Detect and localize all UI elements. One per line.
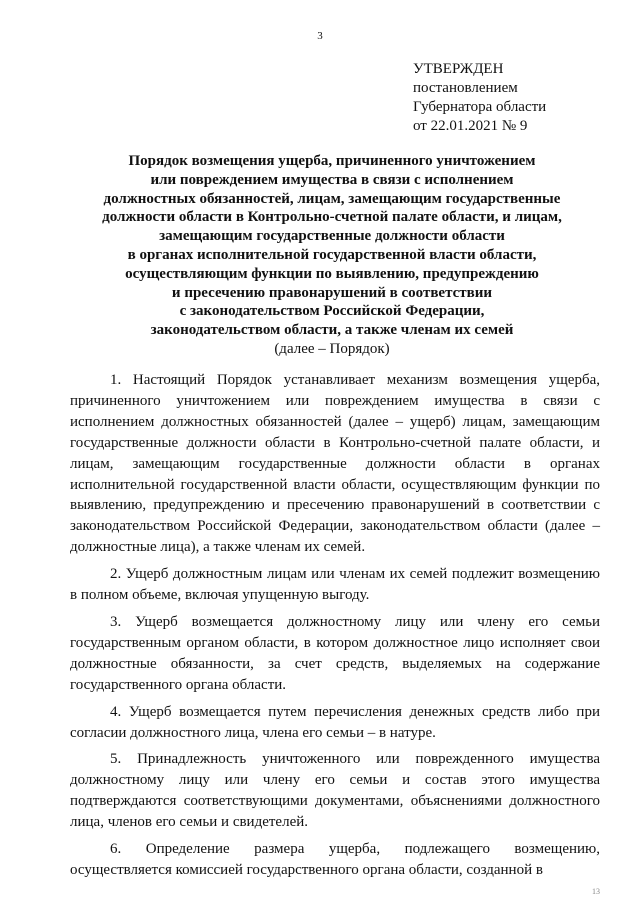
page-number: 3 bbox=[317, 30, 323, 42]
title-line: должностных обязанностей, лицам, замещающим государственные bbox=[103, 190, 561, 207]
document-title bbox=[60, 152, 604, 359]
paragraph-2: 2. Ущерб должностным лицам или членам их семей подлежит возмещению в полном объеме, включая упущенную выгоду. bbox=[70, 566, 600, 604]
title-line: в органах исполнительной государственной власти области, bbox=[127, 246, 537, 263]
page-corner-mark: 13 bbox=[592, 887, 600, 896]
paragraph-5: 5. Принадлежность уничтоженного или поврежденного имущества должностному лицу или члену его семьи и состав этого имущества подтверждаются соответствующими документами, объяснениями должностного лица, членов его семьи и свидетелей. bbox=[70, 751, 600, 831]
title-suffix: (далее – Порядок) bbox=[274, 340, 390, 357]
document-body bbox=[70, 370, 600, 887]
title-line: должности области в Контрольно-счетной палате области, и лицам, bbox=[102, 209, 562, 226]
approval-line-decree: постановлением bbox=[413, 80, 518, 96]
title-line: замещающим государственные должности области bbox=[159, 228, 505, 245]
title-line: Порядок возмещения ущерба, причиненного уничтожением bbox=[128, 153, 536, 169]
approval-line-date: от 22.01.2021 № 9 bbox=[413, 118, 528, 134]
title-line: и пресечению правонарушений в соответствии bbox=[171, 284, 493, 301]
approval-stamp-block bbox=[413, 60, 546, 136]
approval-heading: УТВЕРЖДЕН bbox=[413, 61, 504, 77]
title-line: осуществляющим функции по выявлению, предупреждению bbox=[125, 265, 539, 282]
paragraph-3: 3. Ущерб возмещается должностному лицу или члену его семьи государственным органом области, в котором должностное лицо исполняет свои должностные обязанности, за счет средств, выделяемых на содержание государственного органа области. bbox=[70, 613, 600, 693]
approval-line-governor: Губернатора области bbox=[413, 99, 547, 115]
paragraph-4: 4. Ущерб возмещается путем перечисления денежных средств либо при согласии должностного лица, члена его семьи – в натуре. bbox=[70, 703, 600, 741]
title-line: или повреждением имущества в связи с исполнением bbox=[150, 171, 514, 188]
title-line: с законодательством Российской Федерации, bbox=[179, 303, 485, 320]
paragraph-1: 1. Настоящий Порядок устанавливает механизм возмещения ущерба, причиненного уничтожением или повреждением имущества в связи с исполнением должностных обязанностей (далее – ущерб) лицам, замещающим государственные должности области в Контрольно-счетной палате области, и лицам, замещающим государственные должности области в органах исполнительной государственной власти области, осуществляющим функции по выявлению, предупреждению и пресечению правонарушений в соответствии с законодательством Российской Федерации, законодательством области (далее – должностные лица), а также членам их семей. bbox=[70, 372, 600, 556]
paragraph-6: 6. Определение размера ущерба, подлежащего возмещению, осуществляется комиссией государственного органа области, созданной в bbox=[70, 841, 600, 878]
title-line: законодательством области, а также членам их семей bbox=[150, 322, 514, 339]
